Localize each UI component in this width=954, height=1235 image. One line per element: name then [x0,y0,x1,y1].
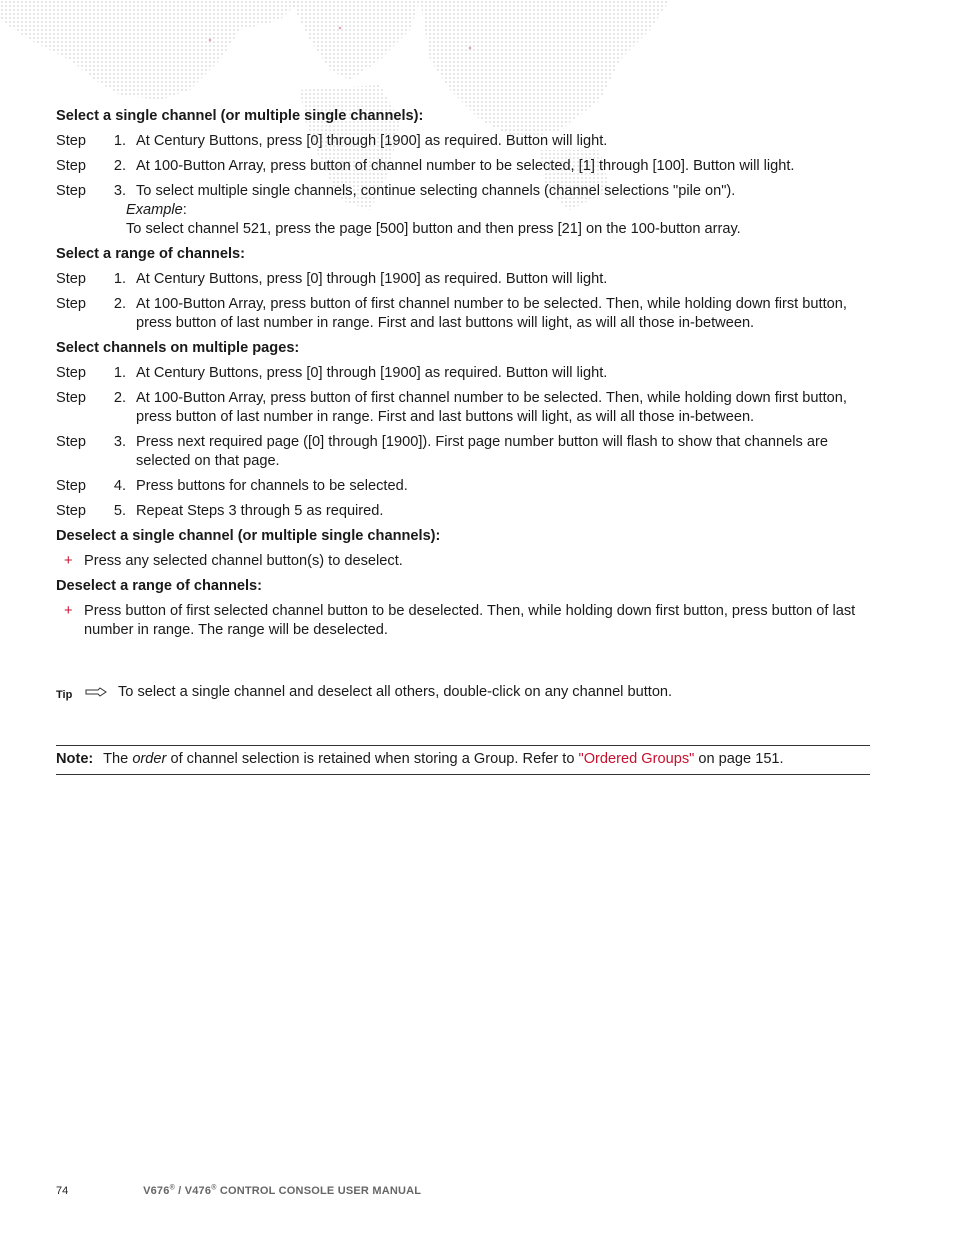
note-text-post: on page 151. [698,751,784,767]
document-body [56,107,870,646]
section-heading: Select a single channel (or multiple single channels): [56,108,424,124]
section-heading: Select channels on multiple pages: [56,340,300,356]
step-number: 1. [113,133,126,149]
section-heading: Select a range of channels: [56,246,245,262]
step-number: 2. [113,296,126,312]
step-item [56,433,870,471]
bullet-item [56,602,870,640]
step-number: 2. [113,390,126,406]
step-item [56,295,870,333]
step-number: 1. [113,271,126,287]
step-number: 4. [113,478,126,494]
step-item [56,502,870,521]
ordered-groups-link[interactable]: "Ordered Groups" [578,751,695,767]
step-text: At Century Buttons, press [0] through [1900] as required. Button will light. [136,365,608,381]
note-text-pre: The [103,751,129,767]
step-number: 2. [113,158,126,174]
note-emphasis: order [132,751,167,767]
example-label: Example [126,202,183,218]
step-text: Press next required page ([0] through [1900]). First page number button will flash to show that channels are selected on that page. [136,434,828,469]
step-item [56,477,870,496]
example-text: To select channel 521, press the page [500] button and then press [21] on the 100-button array. [126,221,741,237]
page-footer [56,1178,421,1201]
note-text-mid: of channel selection is retained when storing a Group. Refer to [170,751,575,767]
step-label: Step [56,434,87,450]
step-item [56,132,870,151]
step-label: Step [56,296,87,312]
note-box [56,745,870,775]
step-label: Step [56,271,87,287]
manual-title: V676® / V476® CONTROL CONSOLE USER MANUAL [143,1184,422,1197]
step-label: Step [56,390,87,406]
plus-bullet-icon: + [64,603,73,619]
example-block: Example: To select channel 521, press the page [500] button and then press [21] on the 100-button array. [126,201,870,239]
step-number: 3. [113,183,126,199]
step-label: Step [56,365,87,381]
section-heading: Deselect a range of channels: [56,578,263,594]
step-text: At 100-Button Array, press button of channel number to be selected, [1] through [100]. Button will light. [136,158,795,174]
step-text: At Century Buttons, press [0] through [1900] as required. Button will light. [136,271,608,287]
step-number: 1. [113,365,126,381]
step-number: 3. [113,434,126,450]
page-number: 74 [56,1184,69,1197]
bullet-text: Press button of first selected channel button to be deselected. Then, while holding down first button, press button of last number in range. The range will be deselected. [84,603,856,638]
step-item [56,182,870,201]
step-number: 5. [113,503,126,519]
step-label: Step [56,503,87,519]
section-heading: Deselect a single channel (or multiple single channels): [56,528,441,544]
note-label: Note: [56,751,94,767]
step-text: Repeat Steps 3 through 5 as required. [136,503,384,519]
arrow-hand-icon [84,683,118,701]
tip-text: To select a single channel and deselect all others, double-click on any channel button. [118,684,673,700]
step-text: At 100-Button Array, press button of first channel number to be selected. Then, while holding down first button, press button of last number in range. First and last buttons will light, as will all those in-between. [136,390,847,425]
step-item [56,389,870,427]
step-item [56,270,870,289]
step-item [56,364,870,383]
step-label: Step [56,478,87,494]
step-label: Step [56,133,87,149]
bullet-text: Press any selected channel button(s) to deselect. [84,553,403,569]
step-text: At 100-Button Array, press button of first channel number to be selected. Then, while holding down first button, press button of last number in range. First and last buttons will light, as will all those in-between. [136,296,847,331]
step-text: Press buttons for channels to be selected. [136,478,408,494]
step-label: Step [56,183,87,199]
step-text: To select multiple single channels, continue selecting channels (channel selections "pile on"). [136,183,736,199]
step-item [56,157,870,176]
step-text: At Century Buttons, press [0] through [1900] as required. Button will light. [136,133,608,149]
tip-callout [56,683,870,705]
step-label: Step [56,158,87,174]
plus-bullet-icon: + [64,553,73,569]
tip-label: Tip [56,689,73,701]
bullet-item [56,552,870,571]
